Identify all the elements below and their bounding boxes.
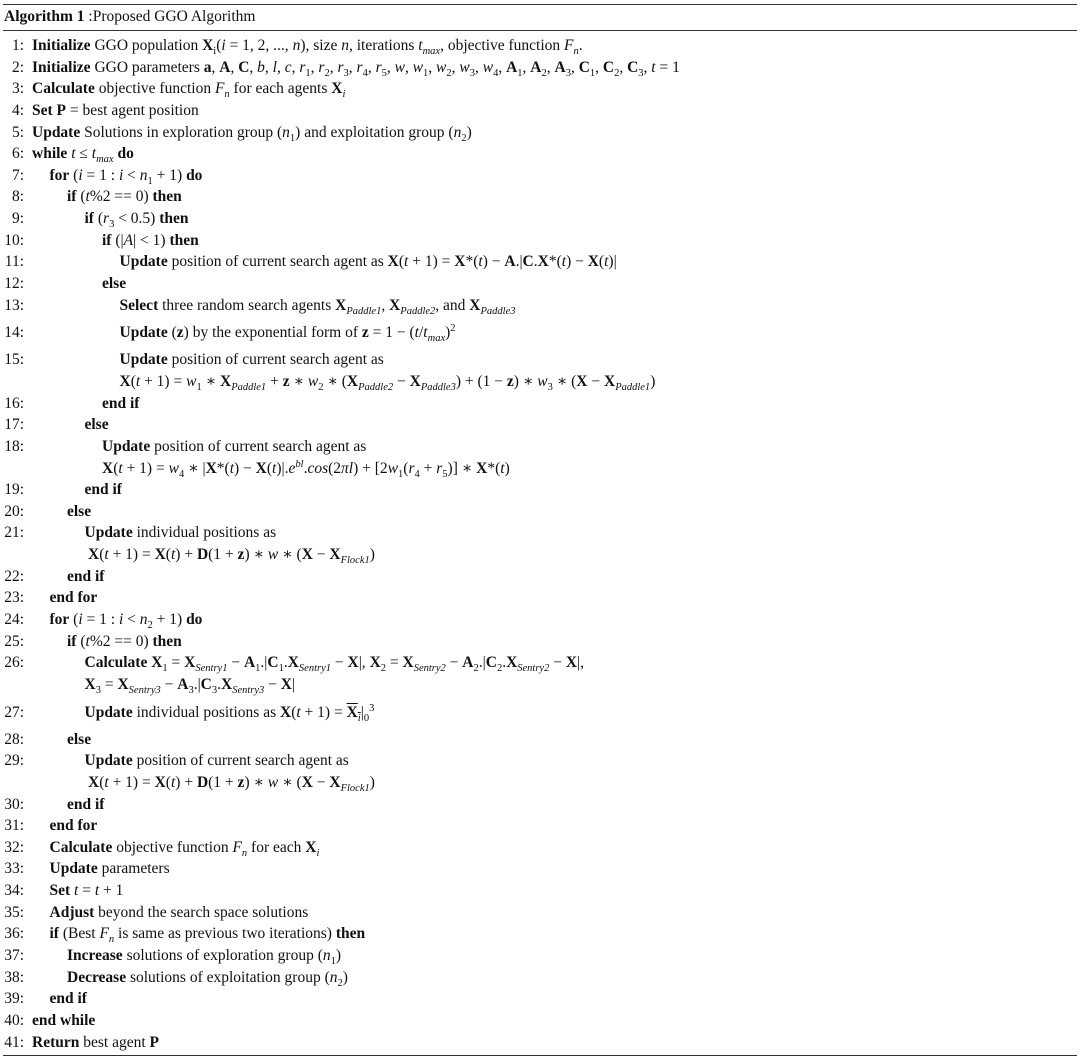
algorithm-label: Algorithm 1 (4, 8, 85, 25)
top-rule (3, 4, 1077, 5)
line-number: 9: (11, 210, 24, 228)
algorithm-line (0, 186, 1080, 208)
line-number: 38: (4, 968, 24, 986)
line-number: 13: (4, 296, 24, 314)
line-number: 41: (4, 1033, 24, 1051)
algorithm-line (0, 587, 1080, 609)
line-number: 2: (11, 58, 24, 76)
algorithm-line (0, 652, 1080, 674)
algorithm-line (0, 772, 1080, 794)
line-number: 29: (4, 752, 24, 770)
algorithm-line (0, 122, 1080, 144)
algorithm-line (0, 479, 1080, 501)
algorithm-line (0, 880, 1080, 902)
line-number: 5: (11, 123, 24, 141)
algorithm-line (0, 544, 1080, 566)
line-text: end if (67, 567, 105, 585)
line-text: Set P = best agent position (32, 101, 199, 119)
line-number: 23: (4, 589, 24, 607)
caption-rule (3, 30, 1077, 31)
line-text: end if (67, 795, 105, 813)
line-text: Calculate objective function $F_n$ for each agents $X_i$ (32, 80, 346, 101)
algorithm-line (0, 501, 1080, 523)
algorithm-line (0, 522, 1080, 544)
line-text: Increase solutions of exploration group $(n_1)$ (67, 946, 342, 968)
line-text: end if (49, 990, 87, 1008)
algorithm-line (0, 295, 1080, 317)
algorithm-line (0, 393, 1080, 415)
line-number: 24: (4, 611, 24, 629)
line-number: 34: (4, 882, 24, 900)
algorithm-line (0, 251, 1080, 273)
algorithm-line (0, 165, 1080, 187)
line-number: 7: (11, 166, 24, 184)
line-text: Initialize GGO parameters a, A, C, b, l, c, $r_1$, $r_2$, $r_3$, $r_4$, $r_5$, w, $w_1$, $w_2$, $w_3$, $w_4$, $A_1$, $A_2$, $A_3$, $C_1$, $C_2$, $C_3$, t = 1 (32, 58, 680, 79)
algorithm-line (0, 815, 1080, 837)
line-text: X(t + 1) = X(t) + D(1 + z) ∗ w ∗ $(X - X_{Flock1})$ (88, 773, 375, 794)
algorithm-title: :Proposed GGO Algorithm (88, 8, 256, 25)
algorithm-line (0, 609, 1080, 631)
bottom-rule (3, 1055, 1077, 1056)
line-number: 25: (4, 632, 24, 650)
algorithm-line (0, 858, 1080, 880)
line-text: for (i = 1 : $i < n_2 + 1$) do (49, 611, 203, 632)
line-text: X(t + 1) = X(t) + D(1 + z) ∗ w ∗ $(X - X_{Flock1})$ (88, 546, 375, 567)
algorithm-line (0, 729, 1080, 751)
line-text: Update position of current search agent as (102, 437, 367, 455)
line-text: if (t%2 == 0) then (67, 188, 182, 206)
line-number: 36: (4, 925, 24, 943)
line-text: Update position of current search agent as (84, 752, 349, 770)
line-number: 20: (4, 502, 24, 520)
line-number: 15: (4, 351, 24, 369)
line-text: $X_3 = X_{Sentry3} - A_3.|C_3.X_{Sentry3} - X|$ (84, 675, 296, 697)
line-text: if (|A| < 1) then (102, 231, 199, 249)
line-number: 17: (4, 416, 24, 434)
algorithm-line (0, 988, 1080, 1010)
algorithm-line (0, 967, 1080, 989)
line-number: 1: (11, 37, 24, 54)
line-text: end while (32, 1011, 96, 1029)
line-number: 11: (4, 253, 24, 271)
line-number: 14: (4, 324, 24, 342)
line-text: Update position of current search agent as X(t + 1) = X*(t) − A.|C.X*(t) − X(t)| (119, 253, 617, 271)
algorithm-line (0, 78, 1080, 100)
line-text: end if (84, 481, 122, 499)
algorithm-line (0, 436, 1080, 458)
algorithm-line (0, 316, 1080, 349)
line-number: 26: (4, 654, 24, 672)
line-number: 27: (4, 703, 24, 721)
line-text: if (t%2 == 0) then (67, 632, 182, 650)
line-number: 4: (11, 101, 24, 119)
line-text: Update parameters (49, 860, 170, 878)
line-number: 31: (4, 817, 24, 835)
algorithm-line (0, 230, 1080, 252)
line-number: 19: (4, 481, 24, 499)
algorithm-line (0, 631, 1080, 653)
line-text: Calculate $X_1 = X_{Sentry1} - A_1.|C_1.X_{Sentry1} - X|$, $X_2 = X_{Sentry2} - A_2.|C_2.X_{Sentry2} - X|$, (84, 654, 585, 675)
algorithm-line (0, 945, 1080, 967)
line-text: end for (49, 817, 98, 835)
line-text: else (84, 416, 109, 434)
line-number: 10: (4, 231, 24, 249)
line-text: if (Best $F_n$ is same as previous two iterations) then (49, 925, 366, 946)
line-number: 37: (4, 946, 24, 964)
line-number: 22: (4, 567, 24, 585)
algorithm-lines (0, 35, 1080, 1053)
line-text: Update (z) by the exponential form of $z = 1 - (t/t_{max})^2$ (119, 323, 456, 345)
algorithm-line (0, 143, 1080, 165)
line-number: 28: (4, 730, 24, 748)
line-number: 18: (4, 437, 24, 455)
line-number: 3: (11, 80, 24, 98)
line-text: else (102, 275, 127, 293)
line-number: 39: (4, 990, 24, 1008)
line-number: 12: (4, 275, 24, 293)
algorithm-line (0, 414, 1080, 436)
line-number: 35: (4, 903, 24, 921)
line-number: 6: (11, 145, 24, 163)
algorithm-caption (4, 7, 255, 27)
line-text: else (67, 502, 92, 520)
algorithm-line (0, 794, 1080, 816)
line-number: 16: (4, 394, 24, 412)
line-number: 30: (4, 795, 24, 813)
algorithm-line (0, 923, 1080, 945)
line-text: if $(r_3 < 0.5)$ then (84, 210, 189, 231)
algorithm-line (0, 696, 1080, 729)
algorithm-line (0, 208, 1080, 230)
algorithm-line (0, 902, 1080, 924)
line-text: for (i = 1 : $i < n_1 + 1$) do (49, 166, 203, 187)
line-number: 8: (11, 188, 24, 206)
line-text: Initialize GGO population $X_i(i = 1$, 2, ..., n), size n, iterations $t_{max}$, objective function $F_n$. (32, 37, 583, 58)
algorithm-line (0, 1032, 1080, 1054)
line-number: 33: (4, 860, 24, 878)
line-text: Select three random search agents $X_{Paddle1}$, $X_{Paddle2}$, and $X_{Paddle3}$ (119, 296, 516, 317)
line-text: Update individual positions as $X(t + 1) = X_i|_0^3$ (84, 702, 375, 724)
line-text: Return best agent P (32, 1033, 159, 1051)
algorithm-line (0, 57, 1080, 79)
line-number: 40: (4, 1011, 24, 1029)
algorithm-line (0, 837, 1080, 859)
line-text: $X(t + 1) = w_1$ ∗ $X_{Paddle1} + z$ ∗ $w_2$ ∗ $(X_{Paddle2} - X_{Paddle3}) + (1 - z)$ ∗ $w_3$ ∗ $(X - X_{Paddle1})$ (119, 372, 656, 394)
line-number: 21: (4, 524, 24, 542)
algorithm-line (0, 349, 1080, 371)
line-text: end if (102, 394, 140, 412)
line-number: 32: (4, 838, 24, 856)
line-text: end for (49, 589, 98, 607)
line-text: else (67, 730, 92, 748)
line-text: Update Solutions in exploration group $(n_1)$ and exploitation group $(n_2)$ (32, 123, 472, 144)
algorithm-line (0, 750, 1080, 772)
line-text: Set t = t + 1 (49, 882, 124, 900)
algorithm-line (0, 458, 1080, 480)
algorithm-line (0, 100, 1080, 122)
line-text: Calculate objective function $F_n$ for each $X_i$ (49, 838, 320, 859)
algorithm-line (0, 566, 1080, 588)
algorithm-line (0, 674, 1080, 696)
algorithm-line (0, 371, 1080, 393)
line-text: $X(t + 1) = w_4$ ∗ $|X*(t) - X(t)|.e^{bl}.\cos(2\pi l) + [2w_1(r_4 + r_5)]$ ∗ X*(t) (102, 458, 510, 480)
line-text: Adjust beyond the search space solutions (49, 903, 309, 921)
algorithm-line (0, 273, 1080, 295)
line-text: Decrease solutions of exploitation group $(n_2)$ (67, 968, 348, 989)
line-text: Update position of current search agent as (119, 351, 384, 369)
algorithm-line (0, 1010, 1080, 1032)
line-text: while $t \le t_{max}$ do (32, 145, 134, 166)
line-text: Update individual positions as (84, 524, 277, 542)
algorithm-line (0, 35, 1080, 57)
